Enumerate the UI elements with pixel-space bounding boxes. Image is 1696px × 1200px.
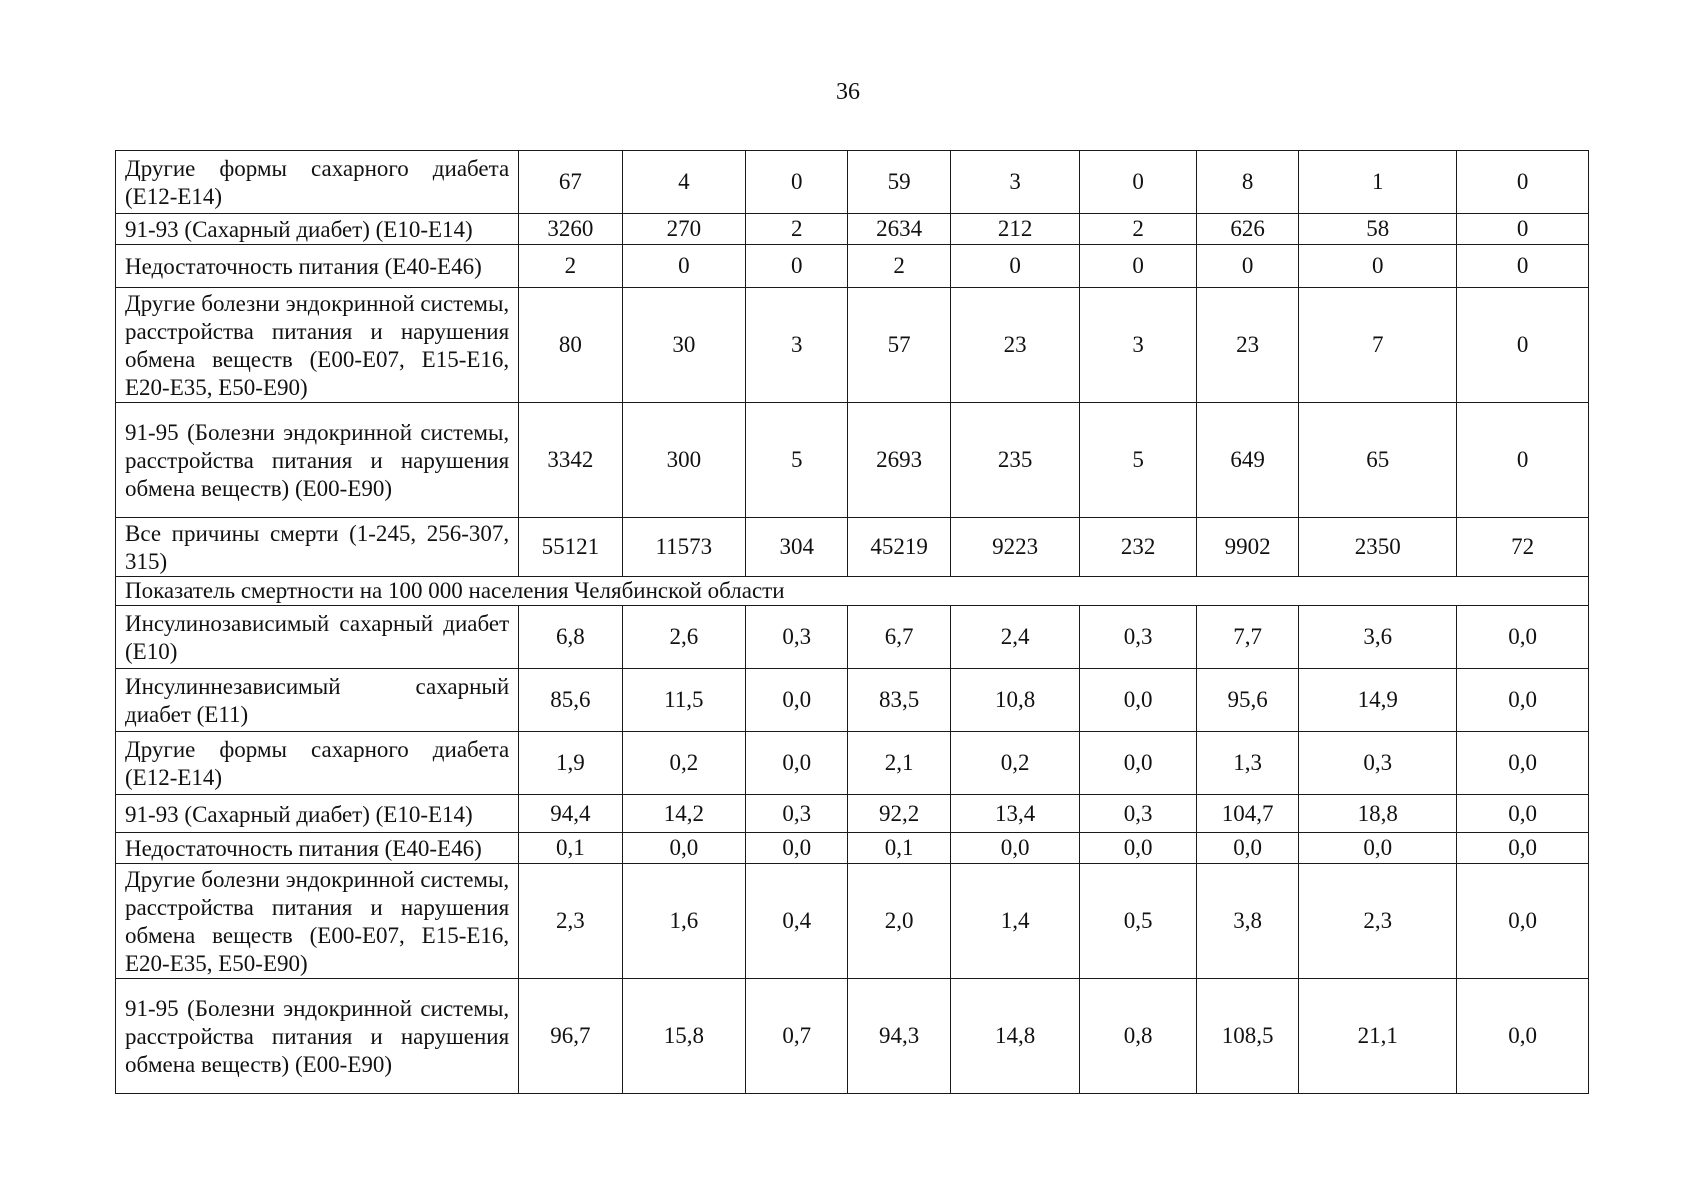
cell-value: 3260 <box>519 214 622 245</box>
cell-value: 67 <box>519 151 622 214</box>
table-row <box>116 979 1589 1094</box>
cell-value: 95,6 <box>1196 669 1298 732</box>
cell-value: 23 <box>950 288 1080 403</box>
cell-value: 10,8 <box>950 669 1080 732</box>
cell-value: 0 <box>1457 214 1589 245</box>
row-label: 91-93 (Сахарный диабет) (Е10-Е14) <box>116 214 519 245</box>
table-row <box>116 403 1589 518</box>
cell-value: 212 <box>950 214 1080 245</box>
table-row <box>116 833 1589 864</box>
cell-value: 2 <box>746 214 848 245</box>
table-row <box>116 795 1589 833</box>
cell-value: 83,5 <box>848 669 950 732</box>
cell-value: 0,0 <box>950 833 1080 864</box>
cell-value: 5 <box>746 403 848 518</box>
table-row <box>116 214 1589 245</box>
cell-value: 80 <box>519 288 622 403</box>
cell-value: 0,0 <box>622 833 746 864</box>
table-row <box>116 245 1589 288</box>
cell-value: 2,3 <box>519 864 622 979</box>
section-header: Показатель смертности на 100 000 населения Челябинской области <box>116 577 1589 606</box>
cell-value: 9223 <box>950 518 1080 577</box>
cell-value: 0 <box>1457 403 1589 518</box>
cell-value: 0,0 <box>1299 833 1457 864</box>
row-label: Другие болезни эндокринной системы, расстройства питания и нарушения обмена веществ (Е00-Е07, Е15-Е16, Е20-Е35, Е50-Е90) <box>116 288 519 403</box>
cell-value: 11573 <box>622 518 746 577</box>
cell-value: 0,0 <box>1457 732 1589 795</box>
cell-value: 0 <box>950 245 1080 288</box>
cell-value: 0,7 <box>746 979 848 1094</box>
cell-value: 270 <box>622 214 746 245</box>
cell-value: 0,0 <box>1457 795 1589 833</box>
row-label: Недостаточность питания (Е40-Е46) <box>116 245 519 288</box>
row-label: Другие болезни эндокринной системы, расстройства питания и нарушения обмена веществ (Е00-Е07, Е15-Е16, Е20-Е35, Е50-Е90) <box>116 864 519 979</box>
cell-value: 0,0 <box>746 732 848 795</box>
cell-value: 8 <box>1196 151 1298 214</box>
cell-value: 23 <box>1196 288 1298 403</box>
cell-value: 626 <box>1196 214 1298 245</box>
cell-value: 0 <box>1457 245 1589 288</box>
cell-value: 3,6 <box>1299 606 1457 669</box>
cell-value: 1,3 <box>1196 732 1298 795</box>
cell-value: 0,0 <box>1080 669 1197 732</box>
cell-value: 1,4 <box>950 864 1080 979</box>
cell-value: 0,0 <box>1196 833 1298 864</box>
cell-value: 0 <box>746 245 848 288</box>
cell-value: 0 <box>1080 245 1197 288</box>
cell-value: 0 <box>1457 151 1589 214</box>
cell-value: 0,0 <box>1457 606 1589 669</box>
cell-value: 2,0 <box>848 864 950 979</box>
cell-value: 65 <box>1299 403 1457 518</box>
cell-value: 6,8 <box>519 606 622 669</box>
cell-value: 0,1 <box>519 833 622 864</box>
cell-value: 0 <box>1299 245 1457 288</box>
page-number: 36 <box>836 79 860 105</box>
cell-value: 2,4 <box>950 606 1080 669</box>
cell-value: 0 <box>1196 245 1298 288</box>
row-label: Другие формы сахарного диабета (Е12-Е14) <box>116 151 519 214</box>
cell-value: 13,4 <box>950 795 1080 833</box>
row-label: 91-95 (Болезни эндокринной системы, расстройства питания и нарушения обмена веществ) (Е00-Е90) <box>116 403 519 518</box>
cell-value: 4 <box>622 151 746 214</box>
cell-value: 0,3 <box>746 795 848 833</box>
cell-value: 92,2 <box>848 795 950 833</box>
cell-value: 0,0 <box>1457 669 1589 732</box>
cell-value: 300 <box>622 403 746 518</box>
cell-value: 14,2 <box>622 795 746 833</box>
cell-value: 0 <box>746 151 848 214</box>
cell-value: 1,6 <box>622 864 746 979</box>
table-row <box>116 288 1589 403</box>
cell-value: 0,5 <box>1080 864 1197 979</box>
cell-value: 96,7 <box>519 979 622 1094</box>
cell-value: 72 <box>1457 518 1589 577</box>
table-row <box>116 732 1589 795</box>
row-label: Другие формы сахарного диабета (Е12-Е14) <box>116 732 519 795</box>
cell-value: 58 <box>1299 214 1457 245</box>
cell-value: 0,8 <box>1080 979 1197 1094</box>
cell-value: 57 <box>848 288 950 403</box>
cell-value: 0,3 <box>1080 606 1197 669</box>
cell-value: 1,9 <box>519 732 622 795</box>
section-header-row <box>116 577 1589 606</box>
cell-value: 55121 <box>519 518 622 577</box>
table-row <box>116 151 1589 214</box>
cell-value: 2,3 <box>1299 864 1457 979</box>
cell-value: 108,5 <box>1196 979 1298 1094</box>
cell-value: 3 <box>746 288 848 403</box>
cell-value: 18,8 <box>1299 795 1457 833</box>
cell-value: 0,0 <box>1457 833 1589 864</box>
table-row <box>116 864 1589 979</box>
cell-value: 2,6 <box>622 606 746 669</box>
cell-value: 0,3 <box>1299 732 1457 795</box>
cell-value: 0,0 <box>746 669 848 732</box>
cell-value: 85,6 <box>519 669 622 732</box>
cell-value: 0,0 <box>1457 979 1589 1094</box>
cell-value: 11,5 <box>622 669 746 732</box>
cell-value: 30 <box>622 288 746 403</box>
row-label: 91-93 (Сахарный диабет) (Е10-Е14) <box>116 795 519 833</box>
row-label: Инсулинозависимый сахарный диабет (Е10) <box>116 606 519 669</box>
cell-value: 0,0 <box>1080 732 1197 795</box>
cell-value: 14,9 <box>1299 669 1457 732</box>
cell-value: 3,8 <box>1196 864 1298 979</box>
cell-value: 15,8 <box>622 979 746 1094</box>
cell-value: 0,0 <box>746 833 848 864</box>
cell-value: 3342 <box>519 403 622 518</box>
cell-value: 2,1 <box>848 732 950 795</box>
table-row <box>116 518 1589 577</box>
row-label: Инсулиннезависимый сахарный диабет (Е11) <box>116 669 519 732</box>
cell-value: 3 <box>950 151 1080 214</box>
cell-value: 6,7 <box>848 606 950 669</box>
cell-value: 14,8 <box>950 979 1080 1094</box>
table-row <box>116 669 1589 732</box>
cell-value: 104,7 <box>1196 795 1298 833</box>
cell-value: 232 <box>1080 518 1197 577</box>
table-row <box>116 606 1589 669</box>
cell-value: 0,2 <box>622 732 746 795</box>
cell-value: 304 <box>746 518 848 577</box>
cell-value: 3 <box>1080 288 1197 403</box>
cell-value: 0 <box>1080 151 1197 214</box>
cell-value: 0 <box>622 245 746 288</box>
mortality-table <box>115 150 1589 1094</box>
cell-value: 1 <box>1299 151 1457 214</box>
cell-value: 94,4 <box>519 795 622 833</box>
cell-value: 649 <box>1196 403 1298 518</box>
cell-value: 21,1 <box>1299 979 1457 1094</box>
cell-value: 9902 <box>1196 518 1298 577</box>
row-label: Недостаточность питания (Е40-Е46) <box>116 833 519 864</box>
cell-value: 2 <box>519 245 622 288</box>
cell-value: 235 <box>950 403 1080 518</box>
cell-value: 0,1 <box>848 833 950 864</box>
cell-value: 0,3 <box>746 606 848 669</box>
cell-value: 2693 <box>848 403 950 518</box>
cell-value: 45219 <box>848 518 950 577</box>
cell-value: 0 <box>1457 288 1589 403</box>
cell-value: 2634 <box>848 214 950 245</box>
cell-value: 59 <box>848 151 950 214</box>
cell-value: 0,4 <box>746 864 848 979</box>
cell-value: 0,0 <box>1457 864 1589 979</box>
cell-value: 7,7 <box>1196 606 1298 669</box>
row-label: 91-95 (Болезни эндокринной системы, расстройства питания и нарушения обмена веществ) (Е00-Е90) <box>116 979 519 1094</box>
cell-value: 0,3 <box>1080 795 1197 833</box>
cell-value: 2 <box>848 245 950 288</box>
cell-value: 0,0 <box>1080 833 1197 864</box>
row-label: Все причины смерти (1-245, 256-307, 315) <box>116 518 519 577</box>
cell-value: 94,3 <box>848 979 950 1094</box>
cell-value: 2350 <box>1299 518 1457 577</box>
cell-value: 2 <box>1080 214 1197 245</box>
cell-value: 7 <box>1299 288 1457 403</box>
cell-value: 0,2 <box>950 732 1080 795</box>
cell-value: 5 <box>1080 403 1197 518</box>
